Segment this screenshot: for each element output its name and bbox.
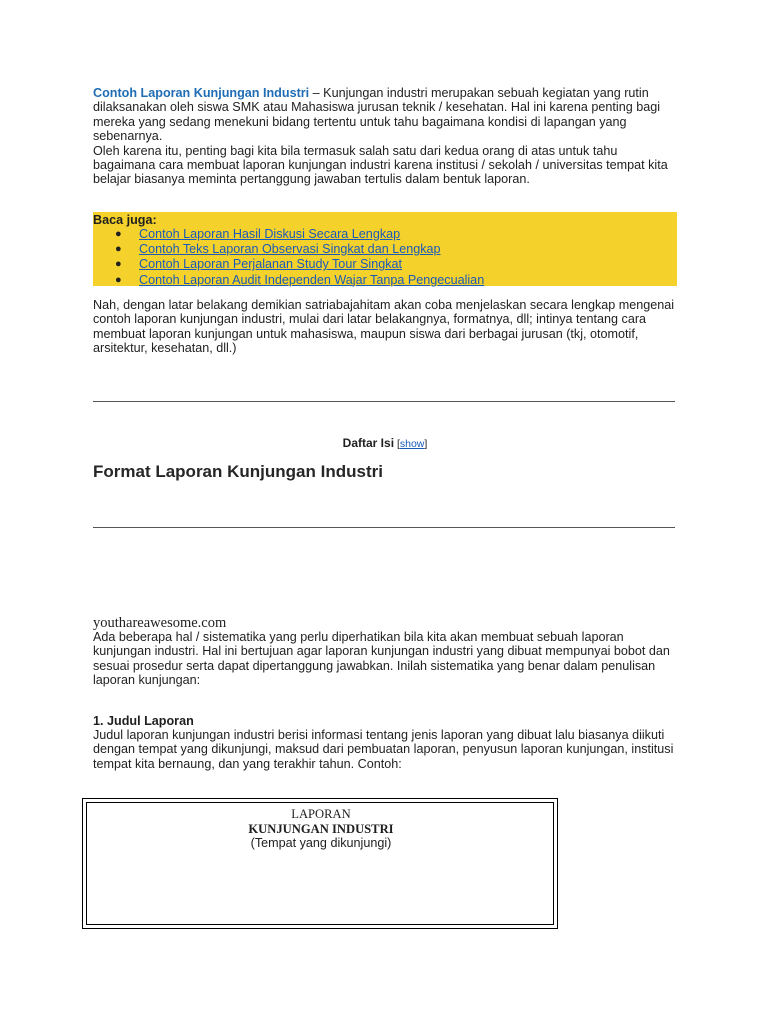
systematics-paragraph: Ada beberapa hal / sistematika yang perlu diperhatikan bila kita akan membuat sebuah laporan kunjungan industri. Hal ini bertujuan agar laporan kunjungan industri yang dibuat mempunyai bobot dan sesuai prosedur serta dapat dipertanggung jawabkan. Inilah sistematika yang benar dalam penulisan laporan kunjungan: [93,630,670,688]
table-of-contents [93,436,677,450]
divider [93,527,675,528]
intro-paragraph-2: Oleh karena itu, penting bagi kita bila termasuk salah satu dari kedua orang di atas untuk tahu bagaimana cara membuat laporan kunjungan industri karena institusi / sekolah / universitas tempat kita belajar biasanya meminta pertanggung jawaban tertulis dalam bentuk laporan. [93,143,668,187]
related-link[interactable]: Contoh Teks Laporan Observasi Singkat dan Lengkap [139,242,441,257]
example-title-line1: LAPORAN [291,807,351,821]
toc-bracket-close: ] [424,438,428,450]
background-paragraph: Nah, dengan latar belakang demikian satriabajahitam akan coba menjelaskan secara lengkap mengenai contoh laporan kunjungan industri, mulai dari latar belakangnya, formatnya, dll; intinya tentang cara membuat laporan kunjungan untuk mahasiswa, maupun siswa dari berbagai jurusan (tkj, otomotif, arsitektur, kesehatan, dll.) [93,298,675,356]
bullet-icon: ● [115,228,122,240]
example-box-text [83,807,559,851]
list-item [115,242,484,257]
subsection-paragraph: Judul laporan kunjungan industri berisi informasi tentang jenis laporan yang dibuat lalu biasanya diikuti dengan tempat yang dikunjungi, maksud dari pembuatan laporan, penyusun laporan kunjungan, institusi tempat kita bernaung, dan yang terakhir tahun. Contoh: [93,728,674,771]
article-title-link[interactable]: Contoh Laporan Kunjungan Industri [93,86,310,100]
example-title-line3: (Tempat yang dikunjungi) [250,836,392,850]
toc-bracket-open: [ [394,438,400,450]
intro-section [93,86,677,187]
example-title-line2: KUNJUNGAN INDUSTRI [248,821,394,836]
list-item [115,257,484,272]
section-heading: Format Laporan Kunjungan Industri [93,462,383,481]
baca-juga-title: Baca juga: [93,213,157,227]
bullet-icon: ● [115,273,122,286]
bullet-icon: ● [115,243,122,256]
example-box [82,798,558,929]
bullet-icon: ● [115,258,122,271]
related-link[interactable]: Contoh Laporan Hasil Diskusi Secara Lengkap [139,227,401,241]
related-link[interactable]: Contoh Laporan Perjalanan Study Tour Singkat [139,257,403,272]
site-name: youthareawesome.com [93,615,227,631]
baca-juga-list [115,227,484,288]
related-link[interactable]: Contoh Laporan Audit Independen Wajar Tanpa Pengecualian [139,272,485,287]
list-item [115,227,484,242]
toc-show-link[interactable]: show [399,438,425,450]
divider [93,401,675,402]
intro-text: – Kunjungan industri merupakan sebuah kegiatan yang rutin dilaksanakan oleh siswa SMK atau Mahasiswa jurusan teknik / kesehatan. Hal ini karena penting bagi mereka yang sedang menekuni bidang tertentu untuk tahu bagaimana kondisi di lapangan yang sebenarnya. [93,86,661,144]
toc-label: Daftar Isi [342,436,395,450]
subsection-title: 1. Judul Laporan [93,714,194,728]
list-item [115,273,484,288]
intro-paragraph [93,86,677,144]
baca-juga-box [93,212,677,286]
